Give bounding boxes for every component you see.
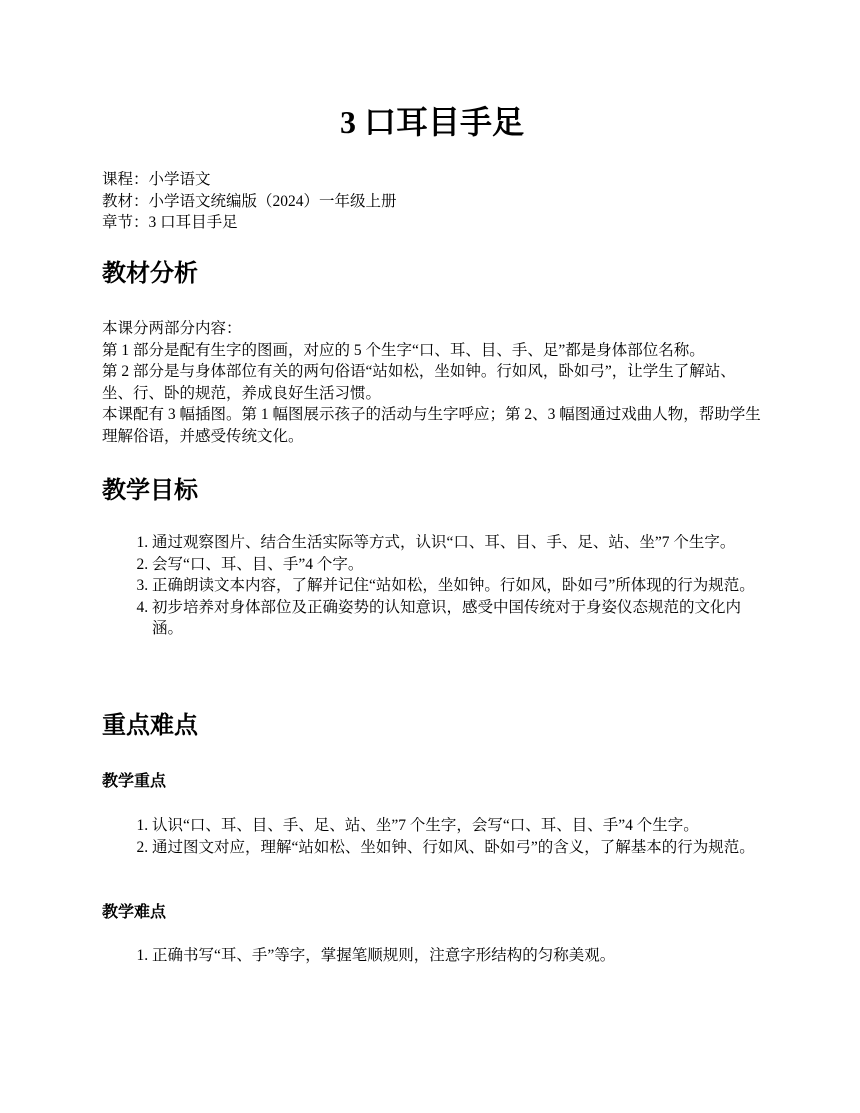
analysis-body	[102, 318, 762, 447]
subheading-focus: 教学重点	[102, 773, 167, 790]
focus-list	[102, 815, 762, 858]
list-item: 1. 通过观察图片、结合生活实际等方式，认识“口、耳、目、手、足、站、坐”7 个生字。	[152, 532, 762, 554]
list-item: 2. 通过图文对应，理解“站如松、坐如钟、行如风、卧如弓”的含义，了解基本的行为规范。	[152, 837, 762, 859]
document-title: 3 口耳目手足	[339, 104, 524, 140]
section-heading-key-points: 重点难点	[102, 713, 198, 739]
meta-course: 课程：小学语文	[102, 171, 211, 188]
difficulty-list	[102, 945, 762, 967]
analysis-paragraph: 本课分两部分内容：	[102, 320, 242, 337]
meta-chapter: 章节：3 口耳目手足	[102, 214, 238, 231]
analysis-paragraph: 第 1 部分是配有生字的图画，对应的 5 个生字“口、耳、目、手、足”都是身体部位名称。	[102, 341, 705, 359]
list-item: 4. 初步培养对身体部位及正确姿势的认知意识，感受中国传统对于身姿仪态规范的文化内涵。	[152, 597, 762, 640]
document-meta	[102, 169, 397, 234]
section-heading-analysis: 教材分析	[102, 261, 198, 287]
list-item: 1. 正确书写“耳、手”等字，掌握笔顺规则，注意字形结构的匀称美观。	[152, 945, 762, 967]
list-item: 3. 正确朗读文本内容，了解并记住“站如松，坐如钟。行如风，卧如弓”所体现的行为规范。	[152, 575, 762, 597]
list-item: 2. 会写“口、耳、目、手”4 个字。	[152, 554, 762, 576]
subheading-difficulty: 教学难点	[102, 904, 167, 921]
meta-textbook: 教材：小学语文统编版（2024）一年级上册	[102, 192, 397, 210]
goals-list	[102, 532, 762, 640]
analysis-paragraph: 第 2 部分是与身体部位有关的两句俗语“站如松，坐如钟。行如风，卧如弓”，让学生了解站、坐、行、卧的规范，养成良好生活习惯。	[102, 363, 736, 402]
list-item: 1. 认识“口、耳、目、手、足、站、坐”7 个生字，会写“口、耳、目、手”4 个生字。	[152, 815, 762, 837]
section-heading-goals: 教学目标	[102, 478, 198, 504]
analysis-paragraph: 本课配有 3 幅插图。第 1 幅图展示孩子的活动与生字呼应；第 2、3 幅图通过戏曲人物，帮助学生理解俗语，并感受传统文化。	[102, 406, 761, 445]
